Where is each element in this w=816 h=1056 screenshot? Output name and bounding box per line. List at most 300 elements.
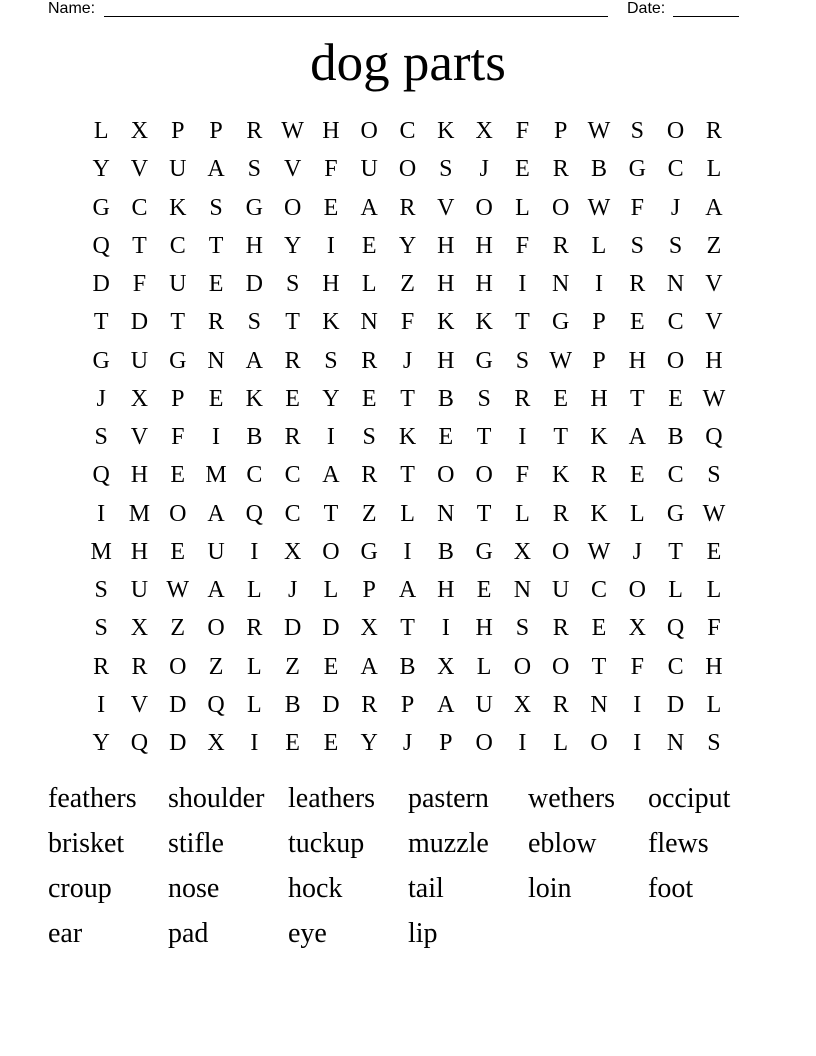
grid-letter: J (479, 156, 489, 183)
name-label: Name: (48, 0, 96, 17)
grid-letter: L (553, 730, 569, 756)
grid-letter: G (552, 309, 570, 336)
grid-letter: C (399, 118, 416, 144)
grid-letter: X (130, 118, 149, 144)
date-blank-line (673, 16, 739, 17)
grid-letter: S (630, 118, 644, 144)
grid-letter: I (403, 538, 412, 565)
grid-letter: L (247, 653, 262, 680)
grid-letter: R (246, 118, 263, 144)
grid-letter: E (323, 653, 339, 680)
grid-letter: R (552, 156, 569, 183)
grid-letter: W (702, 500, 726, 527)
grid-letter: G (92, 194, 110, 221)
grid-letter: O (398, 156, 417, 183)
grid-letter: T (668, 538, 683, 565)
grid-letter: Q (92, 232, 110, 259)
grid-letter: F (400, 309, 415, 336)
grid-letter: O (552, 653, 570, 680)
grid-letter: P (554, 118, 568, 144)
grid-letter: P (171, 118, 185, 144)
grid-letter: H (245, 232, 263, 259)
grid-letter: M (90, 538, 112, 565)
grid-letter: P (592, 309, 606, 336)
grid-letter: I (595, 271, 603, 297)
grid-letter: L (668, 577, 683, 603)
grid-letter: H (437, 347, 455, 374)
grid-letter: X (283, 538, 302, 565)
grid-letter: H (437, 577, 455, 603)
grid-letter: F (132, 271, 147, 297)
grid-letter: T (476, 424, 492, 450)
grid-letter: L (323, 577, 339, 603)
grid-letter: S (324, 347, 338, 374)
grid-letter: S (247, 156, 262, 183)
grid-letter: O (552, 538, 570, 565)
grid-letter: S (515, 615, 530, 642)
word-list-item: eblow (528, 828, 597, 859)
grid-letter: R (552, 232, 569, 259)
grid-letter: R (246, 615, 263, 642)
grid-letter: A (245, 347, 263, 374)
grid-letter: Q (130, 730, 149, 756)
letter-grid (82, 112, 733, 762)
grid-letter: I (633, 730, 642, 756)
grid-letter: K (437, 309, 455, 336)
word-list-item: eye (288, 918, 327, 949)
grid-letter: F (515, 462, 530, 489)
grid-letter: E (170, 538, 186, 565)
grid-letter: P (362, 577, 376, 603)
grid-letter: Q (666, 615, 685, 642)
grid-letter: E (438, 424, 454, 450)
grid-letter: O (169, 653, 187, 680)
grid-letter: R (361, 691, 378, 718)
grid-letter: F (630, 194, 644, 221)
grid-letter: R (552, 500, 569, 527)
grid-letter: Q (705, 424, 723, 450)
grid-letter: W (702, 385, 726, 412)
grid-letter: V (283, 156, 302, 183)
grid-letter: C (667, 462, 684, 489)
grid-letter: O (283, 194, 302, 221)
grid-letter: P (400, 691, 415, 718)
grid-letter: C (131, 194, 148, 221)
grid-letter: Z (400, 271, 415, 297)
grid-letter: E (323, 194, 339, 221)
word-list-item: stifle (168, 828, 224, 859)
grid-letter: A (207, 500, 225, 527)
grid-letter: T (285, 309, 300, 336)
grid-letter: P (439, 730, 453, 756)
grid-letter: Q (245, 500, 263, 527)
grid-letter: L (629, 500, 645, 527)
grid-letter: Y (398, 232, 417, 259)
grid-letter: N (437, 500, 455, 527)
grid-letter: P (209, 118, 223, 144)
grid-letter: I (518, 424, 527, 450)
grid-letter: C (246, 462, 263, 489)
grid-letter: R (208, 309, 225, 336)
grid-letter: R (361, 462, 378, 489)
grid-letter: Y (92, 730, 110, 756)
grid-letter: H (628, 347, 646, 374)
grid-letter: Z (285, 653, 300, 680)
grid-letter: D (130, 309, 149, 336)
word-list (48, 776, 768, 956)
grid-letter: O (437, 462, 455, 489)
grid-letter: S (515, 347, 530, 374)
grid-letter: E (361, 232, 377, 259)
grid-letter: A (207, 156, 225, 183)
grid-letter: Y (283, 232, 302, 259)
grid-letter: X (130, 615, 149, 642)
grid-letter: E (629, 309, 645, 336)
grid-letter: B (437, 385, 454, 412)
grid-letter: R (514, 385, 531, 412)
grid-letter: E (553, 385, 569, 412)
grid-letter: X (475, 118, 493, 144)
grid-letter: K (245, 385, 263, 412)
grid-letter: J (96, 385, 106, 412)
grid-letter: A (398, 577, 417, 603)
grid-letter: I (250, 538, 259, 565)
grid-letter: D (169, 730, 187, 756)
grid-letter: R (705, 118, 722, 144)
grid-letter: S (247, 309, 262, 336)
grid-letter: E (706, 538, 722, 565)
grid-letter: U (360, 156, 378, 183)
name-blank-line (104, 16, 608, 17)
grid-letter: S (707, 462, 721, 489)
grid-letter: J (402, 347, 413, 374)
grid-letter: A (705, 194, 723, 221)
grid-letter: V (705, 271, 723, 297)
grid-letter: L (247, 577, 262, 603)
grid-letter: S (94, 424, 108, 450)
grid-letter: V (437, 194, 455, 221)
grid-letter: G (475, 538, 493, 565)
word-list-item: ear (48, 918, 83, 949)
grid-letter: A (207, 577, 225, 603)
grid-letter: T (476, 500, 492, 527)
word-list-item: hock (288, 873, 343, 904)
grid-letter: F (630, 653, 644, 680)
grid-letter: P (171, 385, 185, 412)
grid-letter: H (705, 347, 723, 374)
grid-letter: R (361, 347, 378, 374)
grid-letter: S (94, 577, 108, 603)
grid-letter: U (130, 347, 149, 374)
grid-letter: I (212, 424, 221, 450)
grid-letter: V (130, 156, 149, 183)
grid-letter: S (209, 194, 223, 221)
grid-letter: S (707, 730, 721, 756)
grid-letter: V (705, 309, 723, 336)
grid-letter: U (552, 577, 570, 603)
grid-letter: G (169, 347, 187, 374)
grid-letter: S (94, 615, 108, 642)
grid-letter: O (360, 118, 378, 144)
grid-letter: T (400, 462, 415, 489)
grid-letter: G (92, 347, 110, 374)
grid-letter: X (207, 730, 225, 756)
grid-letter: C (284, 500, 301, 527)
grid-letter: E (591, 615, 607, 642)
word-list-item: shoulder (168, 783, 265, 814)
grid-letter: O (513, 653, 532, 680)
grid-letter: L (706, 691, 722, 718)
word-list-item: tuckup (288, 828, 365, 859)
grid-letter: Y (360, 730, 378, 756)
word-list-item: leathers (288, 783, 376, 814)
grid-letter: R (131, 653, 148, 680)
grid-letter: T (591, 653, 607, 680)
grid-letter: U (207, 538, 225, 565)
grid-letter: B (246, 424, 263, 450)
grid-letter: N (590, 691, 608, 718)
grid-letter: H (475, 232, 493, 259)
grid-letter: Y (322, 385, 340, 412)
word-list-item: pastern (408, 783, 489, 814)
grid-letter: T (93, 309, 109, 336)
grid-letter: H (130, 462, 149, 489)
grid-letter: D (92, 271, 110, 297)
grid-letter: E (629, 462, 645, 489)
grid-letter: T (553, 424, 569, 450)
grid-letter: U (475, 691, 493, 718)
grid-letter: V (130, 424, 149, 450)
word-list-item: flews (648, 828, 709, 859)
grid-letter: V (130, 691, 149, 718)
grid-letter: G (628, 156, 646, 183)
grid-letter: E (285, 730, 300, 756)
grid-letter: T (323, 500, 339, 527)
grid-letter: T (170, 309, 186, 336)
grid-letter: D (322, 615, 340, 642)
grid-letter: O (628, 577, 646, 603)
grid-letter: X (437, 653, 455, 680)
grid-letter: N (360, 309, 378, 336)
grid-letter: N (513, 577, 532, 603)
grid-letter: S (477, 385, 491, 412)
grid-letter: Z (208, 653, 224, 680)
grid-letter: E (515, 156, 530, 183)
word-list-item: loin (528, 873, 572, 904)
word-list-item: brisket (48, 828, 125, 859)
grid-letter: P (592, 347, 606, 374)
grid-letter: T (400, 615, 415, 642)
grid-letter: J (402, 730, 413, 756)
grid-letter: L (247, 691, 262, 718)
grid-letter: R (629, 271, 646, 297)
grid-letter: A (360, 653, 378, 680)
grid-letter: O (475, 730, 493, 756)
grid-letter: T (400, 385, 415, 412)
grid-letter: G (360, 538, 378, 565)
grid-letter: L (476, 653, 492, 680)
grid-letter: B (437, 538, 454, 565)
grid-letter: A (360, 194, 378, 221)
grid-letter: S (285, 271, 300, 297)
grid-letter: N (207, 347, 225, 374)
word-list-item: feathers (48, 783, 137, 814)
grid-letter: O (169, 500, 187, 527)
word-list-item: wethers (528, 783, 616, 814)
grid-letter: K (552, 462, 570, 489)
grid-letter: W (281, 118, 304, 144)
grid-letter: E (668, 385, 683, 412)
word-list-item: lip (408, 918, 438, 949)
grid-letter: U (130, 577, 149, 603)
grid-letter: C (667, 653, 684, 680)
grid-letter: E (285, 385, 300, 412)
grid-letter: A (322, 462, 340, 489)
grid-letter: C (591, 577, 608, 603)
grid-letter: T (208, 232, 224, 259)
grid-letter: Q (207, 691, 225, 718)
grid-letter: E (208, 271, 224, 297)
word-list-item: tail (408, 873, 444, 904)
grid-letter: J (287, 577, 298, 603)
grid-letter: S (439, 156, 453, 183)
word-list-item: pad (168, 918, 209, 949)
grid-letter: L (400, 500, 415, 527)
grid-letter: H (475, 615, 493, 642)
grid-letter: K (590, 424, 608, 450)
grid-letter: W (587, 194, 611, 221)
grid-letter: L (93, 118, 109, 144)
grid-letter: I (326, 232, 335, 259)
grid-letter: Q (92, 462, 110, 489)
grid-letter: E (170, 462, 186, 489)
grid-letter: G (245, 194, 263, 221)
grid-letter: L (361, 271, 377, 297)
grid-letter: W (166, 577, 190, 603)
grid-letter: K (475, 309, 493, 336)
grid-letter: A (437, 691, 455, 718)
grid-letter: Y (92, 156, 110, 183)
word-list-item: nose (168, 873, 220, 904)
grid-letter: M (128, 500, 151, 527)
grid-letter: I (326, 424, 335, 450)
grid-letter: R (552, 691, 569, 718)
grid-letter: S (668, 232, 683, 259)
grid-letter: S (630, 232, 644, 259)
grid-letter: X (513, 538, 532, 565)
grid-letter: D (322, 691, 340, 718)
grid-letter: J (670, 194, 681, 221)
grid-letter: F (324, 156, 338, 183)
grid-letter: H (322, 271, 340, 297)
grid-letter: Z (361, 500, 377, 527)
grid-letter: B (591, 156, 608, 183)
grid-letter: L (515, 194, 530, 221)
grid-letter: C (667, 309, 684, 336)
grid-letter: F (515, 232, 530, 259)
word-list-item: occiput (648, 783, 731, 814)
grid-letter: O (475, 462, 493, 489)
grid-letter: I (518, 271, 527, 297)
grid-letter: A (628, 424, 646, 450)
grid-letter: I (97, 500, 106, 527)
grid-letter: L (515, 500, 530, 527)
grid-letter: X (513, 691, 532, 718)
grid-letter: F (707, 615, 721, 642)
grid-letter: O (666, 347, 685, 374)
grid-letter: U (169, 271, 187, 297)
word-list-item: croup (48, 873, 112, 904)
grid-letter: K (590, 500, 608, 527)
date-label: Date: (627, 0, 666, 17)
grid-letter: L (591, 232, 607, 259)
grid-letter: N (666, 730, 685, 756)
grid-letter: O (552, 194, 570, 221)
grid-letter: D (666, 691, 685, 718)
grid-letter: I (97, 691, 106, 718)
grid-letter: O (207, 615, 225, 642)
page-title: dog parts (310, 34, 506, 92)
grid-letter: X (130, 385, 149, 412)
grid-letter: K (169, 194, 187, 221)
header-line (48, 0, 748, 20)
grid-letter: K (437, 118, 455, 144)
grid-letter: U (169, 156, 187, 183)
grid-letter: T (132, 232, 147, 259)
word-list-item: muzzle (408, 828, 489, 859)
grid-letter: R (284, 424, 301, 450)
grid-letter: W (549, 347, 573, 374)
grid-letter: E (476, 577, 492, 603)
grid-letter: G (475, 347, 493, 374)
grid-letter: B (399, 653, 416, 680)
grid-letter: J (632, 538, 642, 565)
grid-letter: I (633, 691, 642, 718)
grid-letter: O (666, 118, 685, 144)
grid-letter: D (169, 691, 187, 718)
grid-letter: C (169, 232, 186, 259)
grid-letter: H (475, 271, 493, 297)
grid-letter: R (284, 347, 301, 374)
grid-letter: C (667, 156, 684, 183)
grid-letter: L (706, 577, 722, 603)
grid-letter: N (666, 271, 685, 297)
grid-letter: N (552, 271, 570, 297)
grid-letter: R (399, 194, 416, 221)
grid-letter: W (587, 118, 611, 144)
grid-letter: O (475, 194, 493, 221)
grid-letter: I (518, 730, 527, 756)
grid-letter: C (284, 462, 301, 489)
grid-letter: H (437, 271, 455, 297)
grid-letter: H (130, 538, 149, 565)
grid-letter: K (322, 309, 340, 336)
grid-letter: Z (170, 615, 186, 642)
grid-letter: Z (706, 232, 722, 259)
grid-letter: H (705, 653, 723, 680)
grid-letter: F (171, 424, 185, 450)
grid-letter: O (590, 730, 608, 756)
grid-letter: R (93, 653, 110, 680)
grid-letter: K (398, 424, 417, 450)
grid-letter: M (205, 462, 227, 489)
grid-letter: W (587, 538, 611, 565)
word-list-item: foot (648, 873, 694, 904)
grid-letter: I (441, 615, 450, 642)
grid-letter: H (590, 385, 608, 412)
grid-letter: S (362, 424, 376, 450)
grid-letter: R (552, 615, 569, 642)
